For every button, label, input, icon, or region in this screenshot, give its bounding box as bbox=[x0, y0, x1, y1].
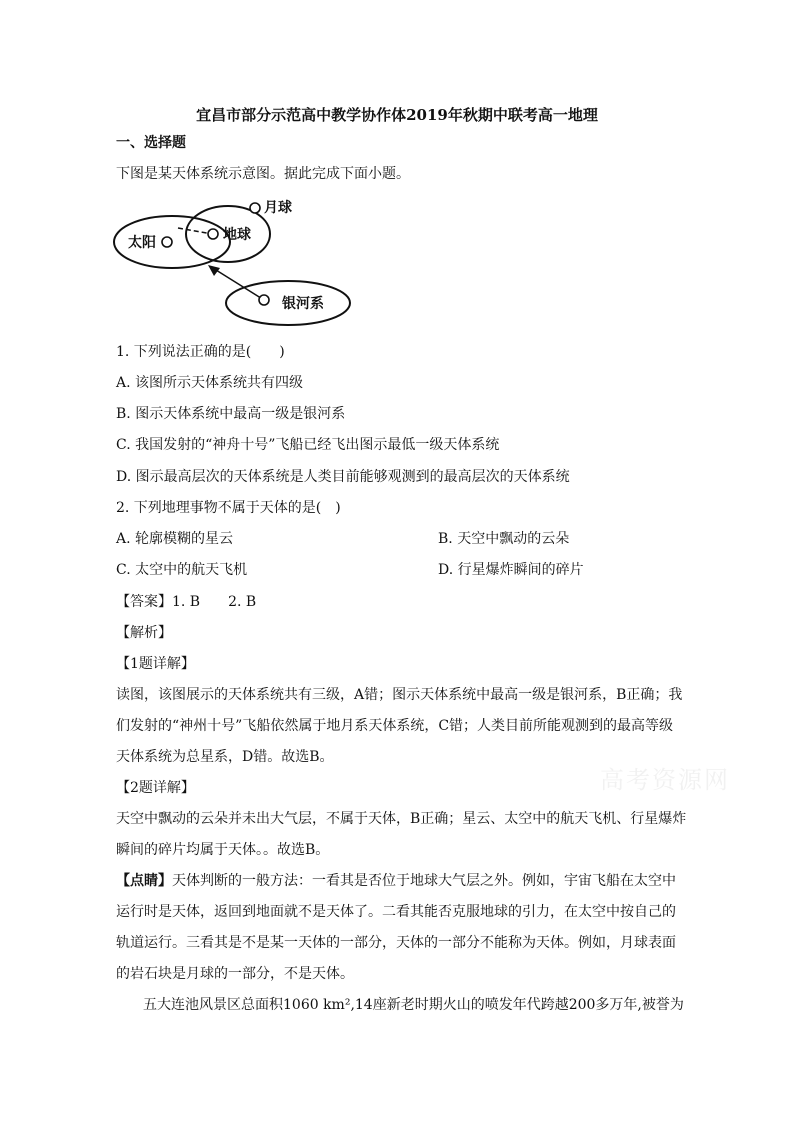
galaxy-arrow-line bbox=[216, 270, 264, 300]
answer-line: 【答案】1. B 2. B bbox=[116, 594, 257, 610]
q2-stem: 2. 下列地理事物不属于天体的是( ) bbox=[116, 500, 341, 516]
sun-label: 太阳 bbox=[128, 235, 156, 251]
section-heading: 一、选择题 bbox=[116, 135, 186, 151]
sun-earth-dashed-line bbox=[178, 228, 212, 234]
galaxy-label: 银河系 bbox=[282, 296, 324, 312]
tip-line: 的岩石块是月球的一部分，不是天体。 bbox=[116, 966, 354, 982]
watermark: 高考资源网 bbox=[600, 766, 730, 794]
detail1-line: 读图，该图展示的天体系统共有三级，A错；图示天体系统中最高一级是银河系，B正确；我 bbox=[116, 687, 683, 703]
q1-option-c: C. 我国发射的“神舟十号”飞船已经飞出图示最低一级天体系统 bbox=[116, 437, 500, 453]
tip-line: 轨道运行。三看其是不是某一天体的一部分，天体的一部分不能称为天体。例如，月球表面 bbox=[116, 935, 676, 951]
tip-paragraph-first-line bbox=[116, 872, 676, 890]
earth-circle bbox=[208, 229, 218, 239]
detail1-line: 们发射的“神州十号”飞船依然属于地月系天体系统，C错；人类目前所能观测到的最高等级 bbox=[116, 718, 674, 734]
earth-label: 地球 bbox=[223, 227, 251, 243]
q1-option-b: B. 图示天体系统中最高一级是银河系 bbox=[116, 406, 346, 422]
q2-option-a: A. 轮廓模糊的星云 bbox=[116, 531, 234, 547]
question-intro: 下图是某天体系统示意图。据此完成下面小题。 bbox=[116, 166, 410, 182]
q2-option-d: D. 行星爆炸瞬间的碎片 bbox=[438, 562, 584, 578]
q1-option-d: D. 图示最高层次的天体系统是人类目前能够观测到的最高层次的天体系统 bbox=[116, 469, 570, 485]
document-title: 宜昌市部分示范高中教学协作体2019年秋期中联考高一地理 bbox=[196, 106, 598, 124]
detail1-heading: 【1题详解】 bbox=[116, 656, 195, 672]
galaxy-circle bbox=[259, 295, 269, 305]
tip-line: 运行时是天体，返回到地面就不是天体了。二看其能否克服地球的引力，在太空中按自己的 bbox=[116, 904, 676, 920]
celestial-system-diagram bbox=[112, 192, 362, 332]
next-paragraph: 五大连池风景区总面积1060 km²,14座新老时期火山的喷发年代跨越200多万年,被誉为 bbox=[143, 997, 684, 1013]
detail1-line: 天体系统为总星系，D错。故选B。 bbox=[116, 749, 334, 765]
tip-line: 天体判断的一般方法：一看其是否位于地球大气层之外。例如，宇宙飞船在太空中 bbox=[172, 873, 676, 889]
q1-option-a: A. 该图所示天体系统共有四级 bbox=[116, 375, 304, 391]
moon-label: 月球 bbox=[264, 200, 292, 216]
detail2-line: 瞬间的碎片均属于天体。。故选B。 bbox=[116, 842, 330, 858]
tip-label: 【点睛】 bbox=[116, 873, 172, 889]
moon-circle bbox=[250, 203, 260, 213]
q1-stem: 1. 下列说法正确的是( ) bbox=[116, 344, 285, 360]
analysis-heading: 【解析】 bbox=[116, 625, 172, 641]
q2-option-c: C. 太空中的航天飞机 bbox=[116, 562, 248, 578]
detail2-heading: 【2题详解】 bbox=[116, 780, 195, 796]
q2-option-b: B. 天空中飘动的云朵 bbox=[438, 531, 570, 547]
sun-circle bbox=[162, 237, 172, 247]
detail2-line: 天空中飘动的云朵并未出大气层，不属于天体，B正确；星云、太空中的航天飞机、行星爆炸 bbox=[116, 811, 687, 827]
